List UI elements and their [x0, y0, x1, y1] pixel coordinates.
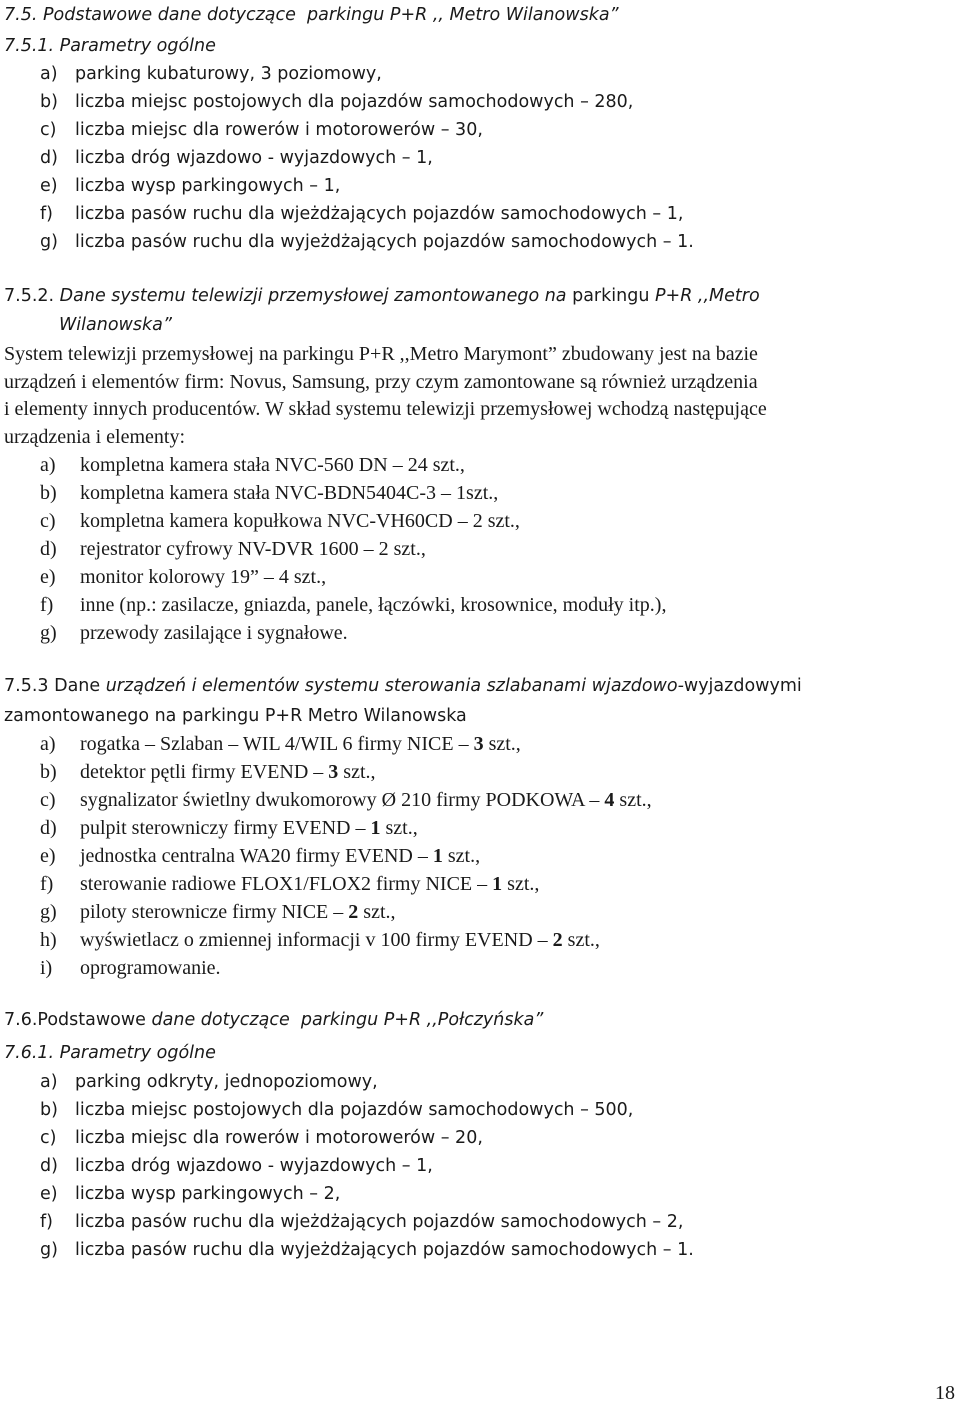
- paragraph-line: urządzeń i elementów firm: Novus, Samsung, przy czym zamontowane są również urządzenia: [4, 370, 758, 393]
- heading-italic-text-2: P+R ,,Metro: [654, 286, 760, 306]
- list-item-quantity: 1: [492, 873, 503, 895]
- list-item-text-main: liczba dróg wjazdowo - wyjazdowych – 1,: [75, 148, 433, 168]
- list-item-label: f): [40, 204, 53, 224]
- list-item-quantity: 3: [328, 761, 339, 783]
- list-item-text-main: sterowanie radiowe FLOX1/FLOX2 firmy NICE –: [80, 873, 493, 895]
- list-item-quantity: 4: [604, 789, 615, 811]
- list-item-unit: szt.,: [338, 761, 376, 783]
- page-number: 18: [935, 1382, 955, 1404]
- list-item-text-main: jednostka centralna WA20 firmy EVEND –: [80, 845, 433, 867]
- list-item-label: h): [40, 929, 57, 951]
- list-item-text: [80, 564, 326, 590]
- section-heading-7-5-2-continued: Wilanowska”: [59, 315, 172, 335]
- list-item-text: [80, 480, 498, 506]
- list-item-quantity: 3: [473, 733, 484, 755]
- list-item-text-main: liczba miejsc dla rowerów i motorowerów – 20,: [75, 1128, 483, 1148]
- list-item-text-main: liczba miejsc dla rowerów i motorowerów – 30,: [75, 120, 483, 140]
- list-item-label: e): [40, 176, 58, 196]
- list-item-text-main: pulpit sterowniczy firmy EVEND –: [80, 817, 371, 839]
- list-item-text: [80, 508, 520, 534]
- list-item-quantity: 1: [370, 817, 381, 839]
- list-item-text: [80, 536, 426, 562]
- list-item-text-main: inne (np.: zasilacze, gniazda, panele, łączówki, krosownice, moduły itp.),: [80, 594, 667, 616]
- list-item-text: [80, 620, 348, 646]
- list-item-label: g): [40, 622, 57, 644]
- list-item-text-main: liczba pasów ruchu dla wjeżdżających pojazdów samochodowych – 1,: [75, 204, 684, 224]
- list-item-label: c): [40, 120, 57, 140]
- section-heading-7-5-3: [4, 673, 802, 699]
- list-item-label: b): [40, 761, 57, 783]
- list-item-text: [75, 1153, 433, 1179]
- list-item-text-main: wyświetlacz o zmiennej informacji v 100 firmy EVEND –: [80, 929, 553, 951]
- heading-number: 7.6.Podstawowe: [4, 1010, 152, 1030]
- list-item-label: e): [40, 845, 56, 867]
- section-heading-7-5-2: [4, 283, 760, 309]
- list-item-label: a): [40, 733, 56, 755]
- heading-italic-text: dane dotyczące parkingu P+R ,,Połczyńska”: [151, 1010, 544, 1030]
- list-item-label: g): [40, 901, 57, 923]
- list-item-text-main: liczba pasów ruchu dla wyjeżdżających pojazdów samochodowych – 1.: [75, 232, 694, 252]
- list-item-label: f): [40, 873, 54, 895]
- section-heading-7-5: 7.5. Podstawowe dane dotyczące parkingu P+R ,, Metro Wilanowska”: [4, 5, 619, 25]
- list-item-text-main: liczba miejsc postojowych dla pojazdów samochodowych – 280,: [75, 92, 634, 112]
- list-item-unit: szt.,: [483, 733, 521, 755]
- list-item-label: d): [40, 1156, 58, 1176]
- list-item-label: a): [40, 1072, 58, 1092]
- list-item-text-main: parking odkryty, jednopoziomowy,: [75, 1072, 378, 1092]
- list-item-text-main: liczba pasów ruchu dla wyjeżdżających pojazdów samochodowych – 1.: [75, 1240, 694, 1260]
- list-item-label: b): [40, 1100, 58, 1120]
- list-item-label: a): [40, 64, 58, 84]
- list-item-text: [75, 117, 483, 143]
- heading-normal-text: parkingu: [572, 286, 655, 306]
- list-item-text: [75, 1237, 694, 1263]
- list-item-text: [75, 145, 433, 171]
- list-item-text: [80, 871, 539, 897]
- list-item-text-main: liczba miejsc postojowych dla pojazdów samochodowych – 500,: [75, 1100, 634, 1120]
- list-item-text-main: detektor pętli firmy EVEND –: [80, 761, 329, 783]
- list-item-label: g): [40, 1240, 58, 1260]
- paragraph-line: i elementy innych producentów. W skład systemu telewizji przemysłowej wchodzą następujące: [4, 398, 767, 420]
- list-item-text: [80, 787, 652, 813]
- list-item-label: d): [40, 538, 57, 560]
- heading-italic-text: urządzeń i elementów systemu sterowania szlabanami wjazdowo-: [105, 676, 684, 696]
- section-heading-7-6: [4, 1007, 543, 1033]
- list-item-text: [80, 899, 396, 925]
- list-item-text-main: liczba wysp parkingowych – 2,: [75, 1184, 341, 1204]
- paragraph-line: urządzenia i elementy:: [4, 425, 186, 448]
- list-item-label: d): [40, 148, 58, 168]
- paragraph-line: System telewizji przemysłowej na parkingu P+R ,,Metro Marymont” zbudowany jest na bazie: [4, 343, 758, 365]
- subheading-7-6-1: 7.6.1. Parametry ogólne: [4, 1043, 216, 1063]
- list-item-text-main: kompletna kamera kopułkowa NVC-VH60CD – 2 szt.,: [80, 510, 520, 532]
- list-item-text: [80, 592, 666, 618]
- list-item-label: e): [40, 566, 56, 588]
- list-item-label: c): [40, 1128, 57, 1148]
- list-item-text-main: liczba dróg wjazdowo - wyjazdowych – 1,: [75, 1156, 433, 1176]
- list-item-text: [80, 731, 521, 757]
- list-item-text: [75, 1125, 483, 1151]
- list-item-text: [75, 61, 382, 87]
- list-item-unit: szt.,: [358, 901, 396, 923]
- heading-number: 7.5.2.: [4, 286, 60, 306]
- list-item-label: b): [40, 92, 58, 112]
- list-item-quantity: 1: [432, 845, 443, 867]
- list-item-text-main: przewody zasilające i sygnałowe.: [80, 622, 348, 644]
- list-item-text: [80, 927, 600, 953]
- list-item-label: g): [40, 232, 58, 252]
- list-item-text: [75, 1069, 378, 1095]
- list-item-label: d): [40, 817, 57, 839]
- list-item-text: [80, 843, 480, 869]
- list-item-text-main: rejestrator cyfrowy NV-DVR 1600 – 2 szt.,: [80, 538, 426, 560]
- list-item-text: [75, 89, 633, 115]
- list-item-text: [75, 201, 683, 227]
- heading-number: 7.5.3 Dane: [4, 676, 106, 696]
- list-item-label: e): [40, 1184, 58, 1204]
- heading-normal-text: wyjazdowymi: [683, 676, 802, 696]
- list-item-label: f): [40, 594, 54, 616]
- section-heading-7-5-3-continued: zamontowanego na parkingu P+R Metro Wilanowska: [4, 706, 467, 726]
- list-item-unit: szt.,: [502, 873, 540, 895]
- list-item-label: c): [40, 789, 56, 811]
- list-item-text-main: piloty sterownicze firmy NICE –: [80, 901, 349, 923]
- list-item-text: [75, 229, 694, 255]
- list-item-text: [80, 759, 376, 785]
- list-item-quantity: 2: [552, 929, 563, 951]
- list-item-unit: szt.,: [380, 817, 418, 839]
- list-item-label: i): [40, 957, 53, 979]
- list-item-text-main: sygnalizator świetlny dwukomorowy Ø 210 firmy PODKOWA –: [80, 789, 605, 811]
- list-item-text-main: kompletna kamera stała NVC-560 DN – 24 szt.,: [80, 454, 465, 476]
- list-item-text: [75, 173, 340, 199]
- list-item-text-main: liczba pasów ruchu dla wjeżdżających pojazdów samochodowych – 2,: [75, 1212, 684, 1232]
- list-item-text: [80, 955, 221, 981]
- list-item-label: b): [40, 482, 57, 504]
- list-item-label: f): [40, 1212, 53, 1232]
- list-item-text-main: kompletna kamera stała NVC-BDN5404C-3 – 1szt.,: [80, 482, 499, 504]
- list-item-label: c): [40, 510, 56, 532]
- list-item-text-main: rogatka – Szlaban – WIL 4/WIL 6 firmy NICE –: [80, 733, 474, 755]
- list-item-text: [75, 1181, 340, 1207]
- list-item-text-main: parking kubaturowy, 3 poziomowy,: [75, 64, 382, 84]
- list-item-unit: szt.,: [614, 789, 652, 811]
- list-item-unit: szt.,: [442, 845, 481, 867]
- list-item-unit: szt.,: [562, 929, 600, 951]
- list-item-text: [80, 815, 418, 841]
- list-item-text: [75, 1097, 633, 1123]
- list-item-quantity: 2: [348, 901, 359, 923]
- list-item-text-main: oprogramowanie.: [80, 957, 221, 979]
- subheading-7-5-1: 7.5.1. Parametry ogólne: [4, 36, 216, 56]
- list-item-label: a): [40, 454, 56, 476]
- list-item-text: [75, 1209, 683, 1235]
- heading-italic-text: Dane systemu telewizji przemysłowej zamontowanego na: [59, 286, 573, 306]
- list-item-text: [80, 452, 465, 478]
- list-item-text-main: monitor kolorowy 19” – 4 szt.,: [80, 566, 327, 588]
- list-item-text-main: liczba wysp parkingowych – 1,: [75, 176, 341, 196]
